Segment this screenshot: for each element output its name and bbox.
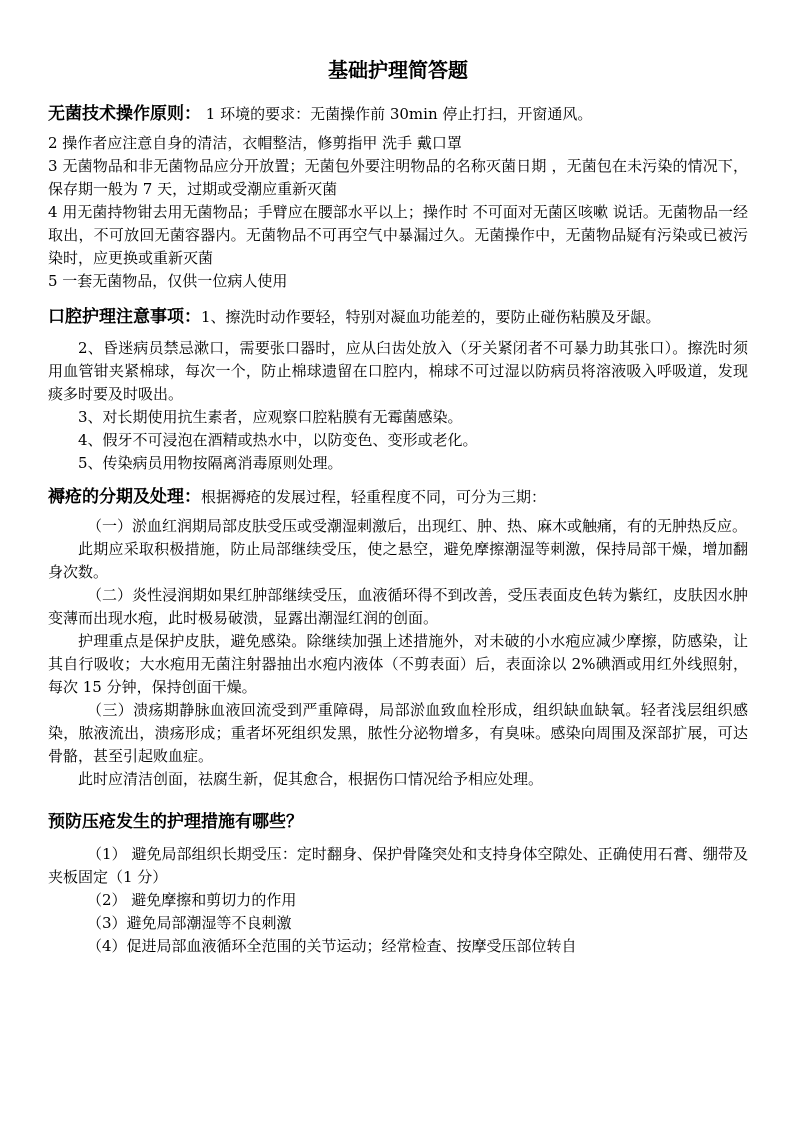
- paragraph: 5 一套无菌物品，仅供一位病人使用: [48, 272, 288, 290]
- section-heading: 无菌技术操作原则：: [48, 104, 201, 124]
- paragraph: 4 用无菌持物钳去用无菌物品；手臂应在腰部水平以上；操作时 不可面对无菌区咳嗽 说话。无菌物品一经取出，不可放回无菌容器内。无菌物品不可再空气中暴漏过久。无菌操作中，无菌物品疑有污染或已被污染时，应更换或重新灭菌: [48, 203, 748, 267]
- paragraph: （一）淤血红润期局部皮肤受压或受潮湿刺激后，出现红、肿、热、麻木或触痛，有的无肿热反应。: [87, 517, 748, 535]
- paragraph: （3）避免局部潮湿等不良刺激: [87, 914, 292, 932]
- section-lead: [48, 102, 748, 126]
- paragraph: （1） 避免局部组织长期受压：定时翻身、保护骨隆突处和支持身体空隙处、正确使用石膏、绷带及夹板固定（1 分）: [48, 845, 748, 886]
- paragraph: 3 无菌物品和非无菌物品应分开放置；无菌包外要注明物品的名称灭菌日期 ，无菌包在未污染的情况下，保存期一般为 7 天，过期或受潮应重新灭菌: [48, 157, 748, 198]
- section-pressure-ulcer-prevention: [48, 809, 748, 958]
- section-heading: 褥疮的分期及处理：: [48, 487, 201, 507]
- section-heading: 预防压疮发生的护理措施有哪些？: [48, 812, 303, 832]
- paragraph: （4）促进局部血液循环全范围的关节运动；经常检查、按摩受压部位转自: [87, 937, 577, 955]
- paragraph: 4、假牙不可浸泡在酒精或热水中，以防变色、变形或老化。: [78, 431, 478, 449]
- paragraph: （二）炎性浸润期如果红肿部继续受压，血液循环得不到改善，受压表面皮色转为紫红，皮肤因水肿变薄而出现水疱，此时极易破溃，显露出潮湿红润的创面。: [48, 586, 748, 627]
- paragraph: 此期应采取积极措施，防止局部继续受压，使之悬空，避免摩擦潮湿等刺激，保持局部干燥，增加翻身次数。: [48, 540, 748, 581]
- section-heading: 口腔护理注意事项：: [48, 307, 201, 327]
- section-lead: [48, 303, 748, 331]
- paragraph: 护理重点是保护皮肤，避免感染。除继续加强上述措施外，对未破的小水疱应减少摩擦，防感染，让其自行吸收；大水疱用无菌注射器抽出水疱内液体（不剪表面）后，表面涂以 2%碘酒或用红外线照射，每次 15 分钟，保持创面干燥。: [48, 632, 748, 696]
- paragraph: 2 操作者应注意自身的清洁，衣帽整洁，修剪指甲 洗手 戴口罩: [48, 134, 462, 152]
- section-lead-text: 1、擦洗时动作要轻，特别对凝血功能差的，要防止碰伤粘膜及牙龈。: [201, 308, 661, 326]
- section-aseptic-principles: [48, 102, 748, 293]
- paragraph: （三）溃疡期静脉血液回流受到严重障碍，局部淤血致血栓形成，组织缺血缺氧。轻者浅层组织感染，脓液流出，溃疡形成；重者坏死组织发黑，脓性分泌物增多，有臭味。感染向周围及深部扩展，可达骨骼，甚至引起败血症。: [48, 701, 748, 765]
- section-lead-text: 1 环境的要求：无菌操作前 30min 停止打扫，开窗通风。: [201, 105, 593, 123]
- section-lead-text: 根据褥疮的发展过程，轻重程度不同，可分为三期：: [201, 488, 547, 506]
- paragraph: （2） 避免摩擦和剪切力的作用: [87, 891, 297, 909]
- section-lead: [48, 485, 748, 509]
- paragraph: 3、对长期使用抗生素者，应观察口腔粘膜有无霉菌感染。: [78, 408, 463, 426]
- paragraph: 此时应清洁创面，祛腐生新，促其愈合，根据伤口情况给予相应处理。: [78, 770, 544, 788]
- section-bedsore-stages: [48, 485, 748, 791]
- paragraph: 5、传染病员用物按隔离消毒原则处理。: [78, 454, 343, 472]
- document-body: [48, 56, 748, 958]
- page-title: 基础护理简答题: [328, 58, 468, 82]
- paragraph: 2、昏迷病员禁忌漱口，需要张口器时，应从臼齿处放入（牙关紧闭者不可暴力助其张口）。擦洗时须用血管钳夹紧棉球，每次一个，防止棉球遗留在口腔内，棉球不可过湿以防病员将溶液吸入呼吸道，发现痰多时要及时吸出。: [48, 339, 748, 403]
- section-oral-care-notes: [48, 303, 748, 475]
